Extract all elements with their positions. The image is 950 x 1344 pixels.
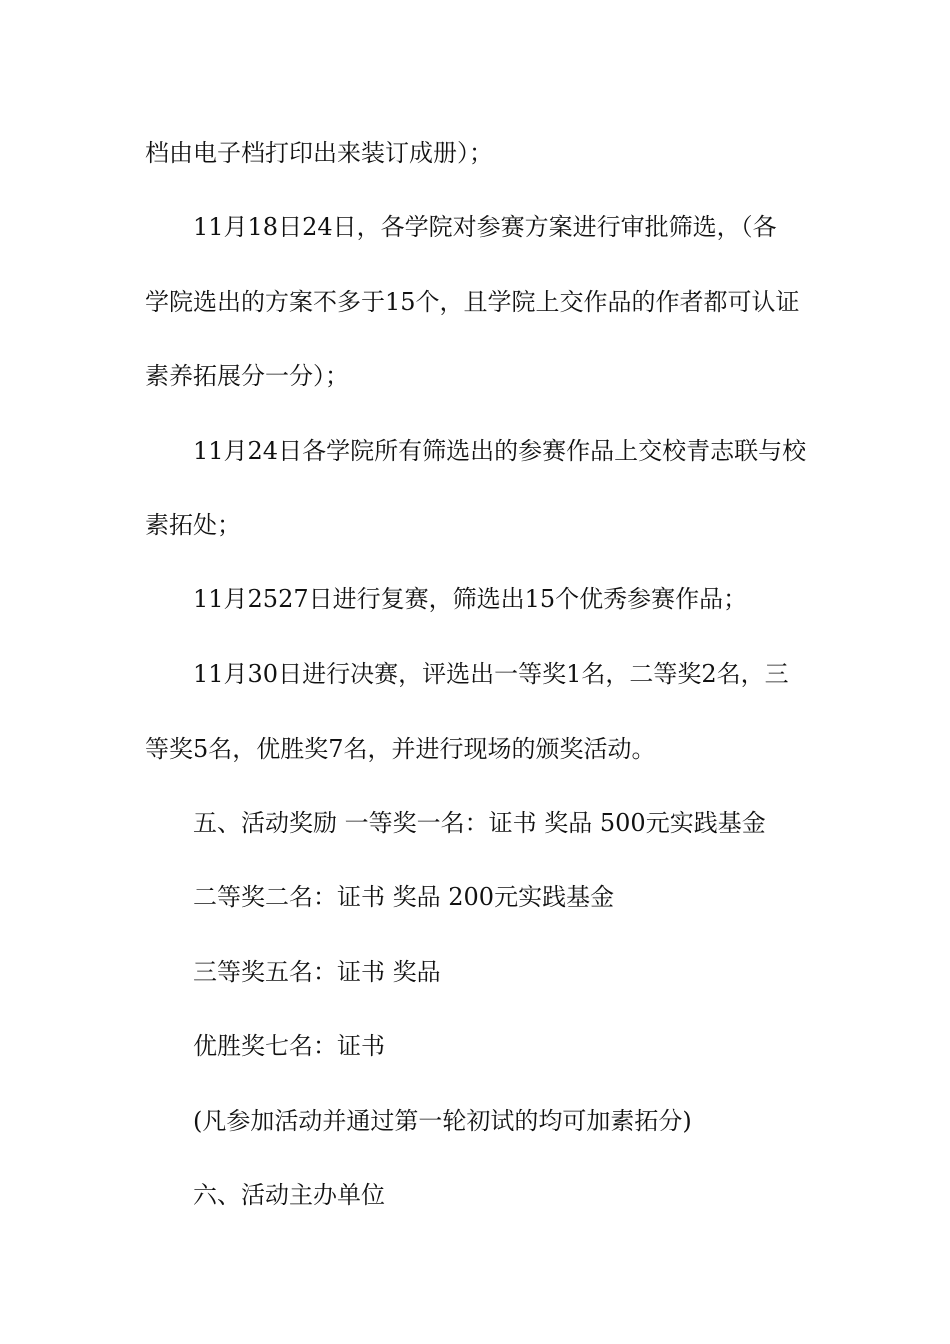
text-line-14: (凡参加活动并通过第一轮初试的均可加素拓分) bbox=[193, 1107, 692, 1135]
text-line-5: 11月24日各学院所有筛选出的参赛作品上交校青志联与校 bbox=[193, 437, 807, 465]
text-line-12: 三等奖五名：证书 奖品 bbox=[193, 958, 441, 986]
text-line-9: 等奖5名，优胜奖7名，并进行现场的颁奖活动。 bbox=[145, 735, 656, 763]
text-line-4: 素养拓展分一分）； bbox=[145, 362, 349, 390]
text-line-3: 学院选出的方案不多于15个，且学院上交作品的作者都可认证 bbox=[145, 288, 800, 316]
text-line-15: 六、活动主办单位 bbox=[193, 1181, 385, 1209]
text-line-10: 五、活动奖励 一等奖一名：证书 奖品 500元实践基金 bbox=[193, 809, 766, 837]
text-line-7: 11月2527日进行复赛，筛选出15个优秀参赛作品； bbox=[193, 585, 748, 613]
text-line-13: 优胜奖七名：证书 bbox=[193, 1032, 385, 1060]
text-line-2: 11月18日24日，各学院对参赛方案进行审批筛选，（各 bbox=[193, 213, 777, 241]
text-line-11: 二等奖二名：证书 奖品 200元实践基金 bbox=[193, 883, 615, 911]
text-line-6: 素拓处； bbox=[145, 511, 241, 539]
text-line-8: 11月30日进行决赛，评选出一等奖1名，二等奖2名，三 bbox=[193, 660, 789, 688]
text-line-1: 档由电子档打印出来装订成册）； bbox=[145, 139, 493, 167]
